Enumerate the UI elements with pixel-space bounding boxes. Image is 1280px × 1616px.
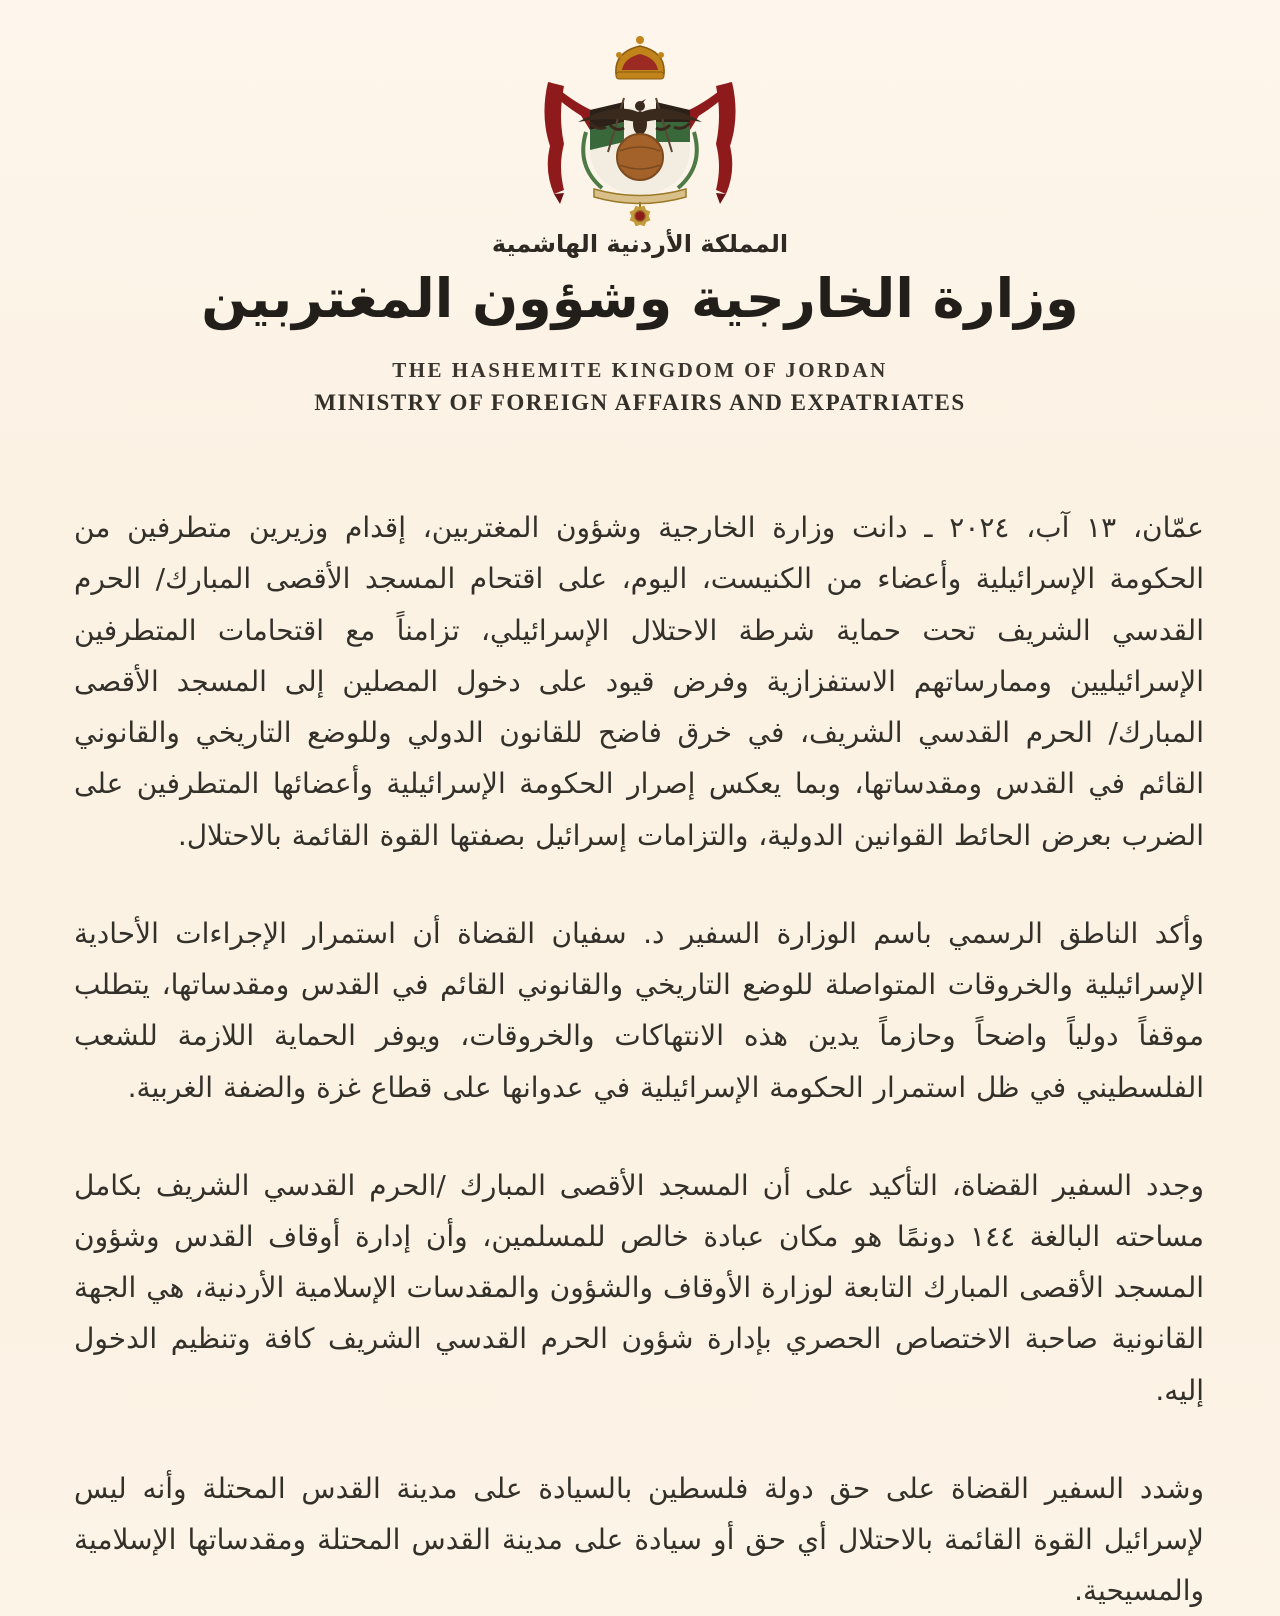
paragraph-condemnation: عمّان، ١٣ آب، ٢٠٢٤ ـ دانت وزارة الخارجية وشؤون المغتربين، إقدام وزيرين متطرفين من الحكومة الإسرائيلية وأعضاء من الكنيست، اليوم، على اقتحام المسجد الأقصى المبارك/ الحرم القدسي الشريف تحت حماية شرطة الاحتلال الإسرائيلي، تزامناً مع اقتحامات المتطرفين الإسرائيليين وممارساتهم الاستفزازية وفرض قيود على دخول المصلين إلى المسجد الأقصى المبارك/ الحرم القدسي الشريف، في خرق فاضح للقانون الدولي وللوضع التاريخي والقانوني القائم في القدس ومقدساتها، وبما يعكس إصرار الحكومة الإسرائيلية وأعضائها المتطرفين على الضرب بعرض الحائط القوانين الدولية، والتزامات إسرائيل بصفتها القوة القائمة بالاحتلال. (74, 511, 1205, 852)
press-release-body (0, 416, 1280, 1616)
paragraph-sovereignty: وشدد السفير القضاة على حق دولة فلسطين بالسيادة على مدينة القدس المحتلة وأنه ليس لإسرائيل القوة القائمة بالاحتلال أي حق أو سيادة على مدينة القدس المحتلة ومقدساتها الإسلامية والمسيحية. (74, 1471, 1204, 1608)
globe (617, 134, 663, 180)
ministry-name-english: MINISTRY OF FOREIGN AFFAIRS AND EXPATRIATES (314, 390, 966, 416)
kingdom-name-arabic: المملكة الأردنية الهاشمية (491, 230, 789, 258)
ministry-name-arabic-calligraphy: وزارة الخارجية وشؤون المغتربين (201, 267, 1079, 330)
letterhead (0, 26, 1280, 416)
paragraph-aqsa-status: وجدد السفير القضاة، التأكيد على أن المسجد الأقصى المبارك /الحرم القدسي الشريف بكامل مساحته البالغة ١٤٤ دونمًا هو مكان عبادة خالص للمسلمين، وأن إدارة أوقاف القدس وشؤون المسجد الأقصى المبارك التابعة لوزارة الأوقاف والشؤون والمقدسات الإسلامية الأردنية، هي الجهة القانونية صاحبة الاختصاص الحصري بإدارة شؤون الحرم القدسي الشريف كافة وتنظيم الدخول إليه. (74, 1168, 1205, 1407)
paragraph-spokesperson-statement: وأكد الناطق الرسمي باسم الوزارة السفير د. سفيان القضاة أن استمرار الإجراءات الأحادية الإسرائيلية والخروقات المتواصلة للوضع التاريخي والقانوني القائم في القدس ومقدساتها، يتطلب موقفاً دولياً واضحاً وحازماً يدين هذه الانتهاكات والخروقات، ويوفر الحماية اللازمة للشعب الفلسطيني في ظل استمرار الحكومة الإسرائيلية في عدوانها على قطاع غزة والضفة الغربية. (74, 916, 1204, 1104)
order-star (630, 202, 651, 226)
kingdom-name-english: THE HASHEMITE KINGDOM OF JORDAN (392, 358, 888, 383)
red-mantle-left-drape (544, 82, 564, 194)
coat-of-arms-of-jordan-icon (520, 26, 760, 226)
red-mantle-right-drape (716, 82, 736, 194)
royal-crown (616, 36, 664, 79)
